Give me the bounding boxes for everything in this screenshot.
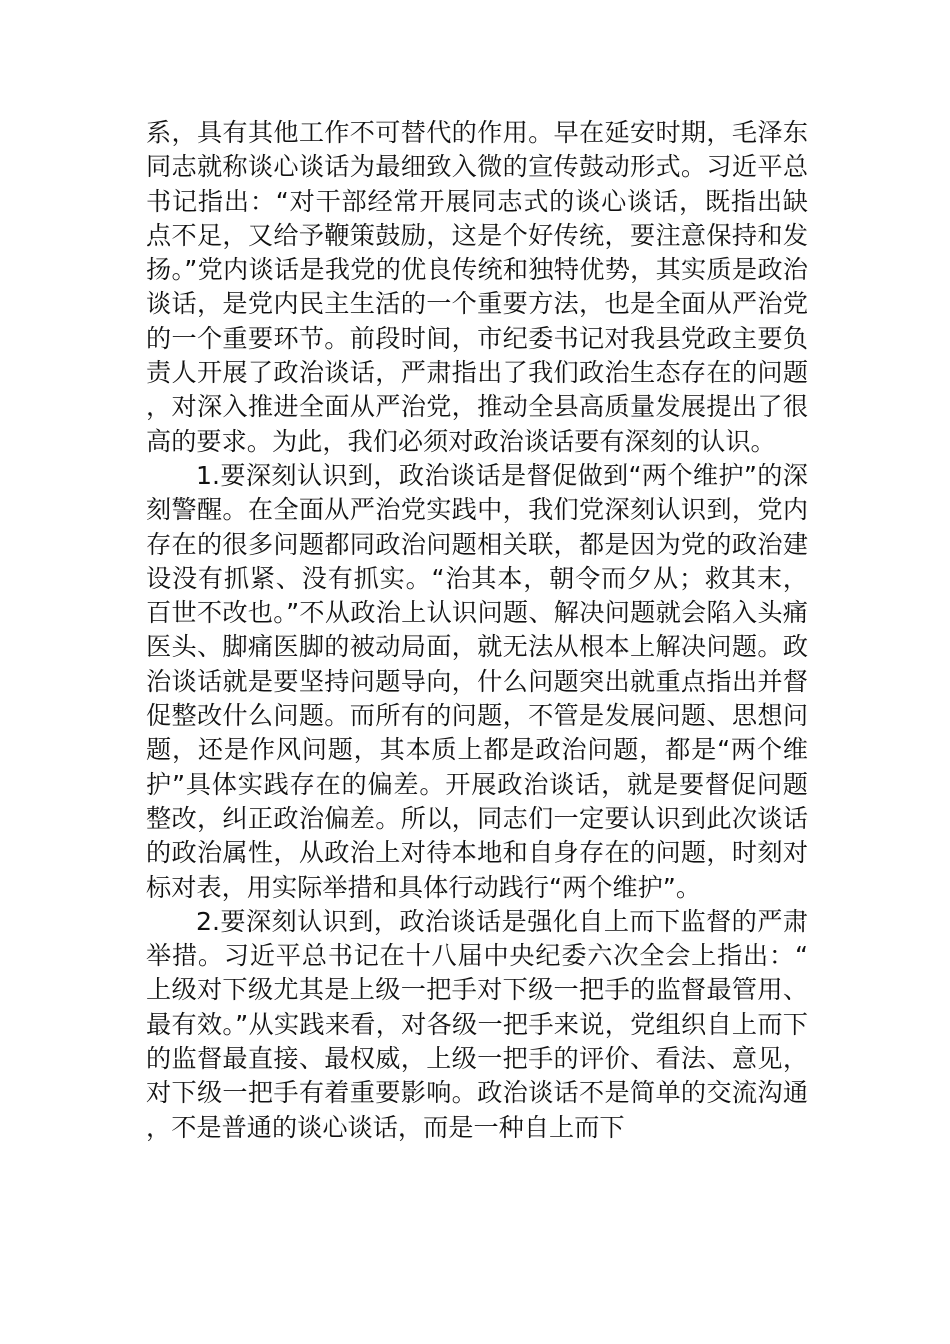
document-body bbox=[146, 116, 808, 1145]
paragraph-point-2: 2.要深刻认识到，政治谈话是强化自上而下监督的严肃举措。习近平总书记在十八届中央纪委六次全会上指出：“上级对下级尤其是上级一把手对下级一把手的监督最管用、最有效。”从实践来看，对各级一把手来说，党组织自上而下的监督最直接、最权威，上级一把手的评价、看法、意见，对下级一把手有着重要影响。政治谈话不是简单的交流沟通，不是普通的谈心谈话，而是一种自上而下 bbox=[146, 906, 808, 1142]
paragraph-continuation: 系，具有其他工作不可替代的作用。早在延安时期，毛泽东同志就称谈心谈话为最细致入微的宣传鼓动形式。习近平总书记指出：“对干部经常开展同志式的谈心谈话，既指出缺点不足，又给予鞭策鼓励，这是个好传统，要注意保持和发扬。”党内谈话是我党的优良传统和独特优势，其实质是政治谈话，是党内民主生活的一个重要方法，也是全面从严治党的一个重要环节。前段时间，市纪委书记对我县党政主要负责人开展了政治谈话，严肃指出了我们政治生态存在的问题，对深入推进全面从严治党，推动全县高质量发展提出了很高的要求。为此，我们必须对政治谈话要有深刻的认识。 bbox=[146, 118, 808, 456]
paragraph-point-1: 1.要深刻认识到，政治谈话是督促做到“两个维护”的深刻警醒。在全面从严治党实践中，我们党深刻认识到，党内存在的很多问题都同政治问题相关联，都是因为党的政治建设没有抓紧、没有抓实。“治其本，朝令而夕从；救其末，百世不改也。”不从政治上认识问题、解决问题就会陷入头痛医头、脚痛医脚的被动局面，就无法从根本上解决问题。政治谈话就是要坚持问题导向，什么问题突出就重点指出并督促整改什么问题。而所有的问题，不管是发展问题、思想问题，还是作风问题，其本质上都是政治问题，都是“两个维护”具体实践存在的偏差。开展政治谈话，就是要督促问题整改，纠正政治偏差。所以，同志们一定要认识到此次谈话的政治属性，从政治上对待本地和自身存在的问题，时刻对标对表，用实际举措和具体行动践行“两个维护”。 bbox=[146, 460, 808, 902]
